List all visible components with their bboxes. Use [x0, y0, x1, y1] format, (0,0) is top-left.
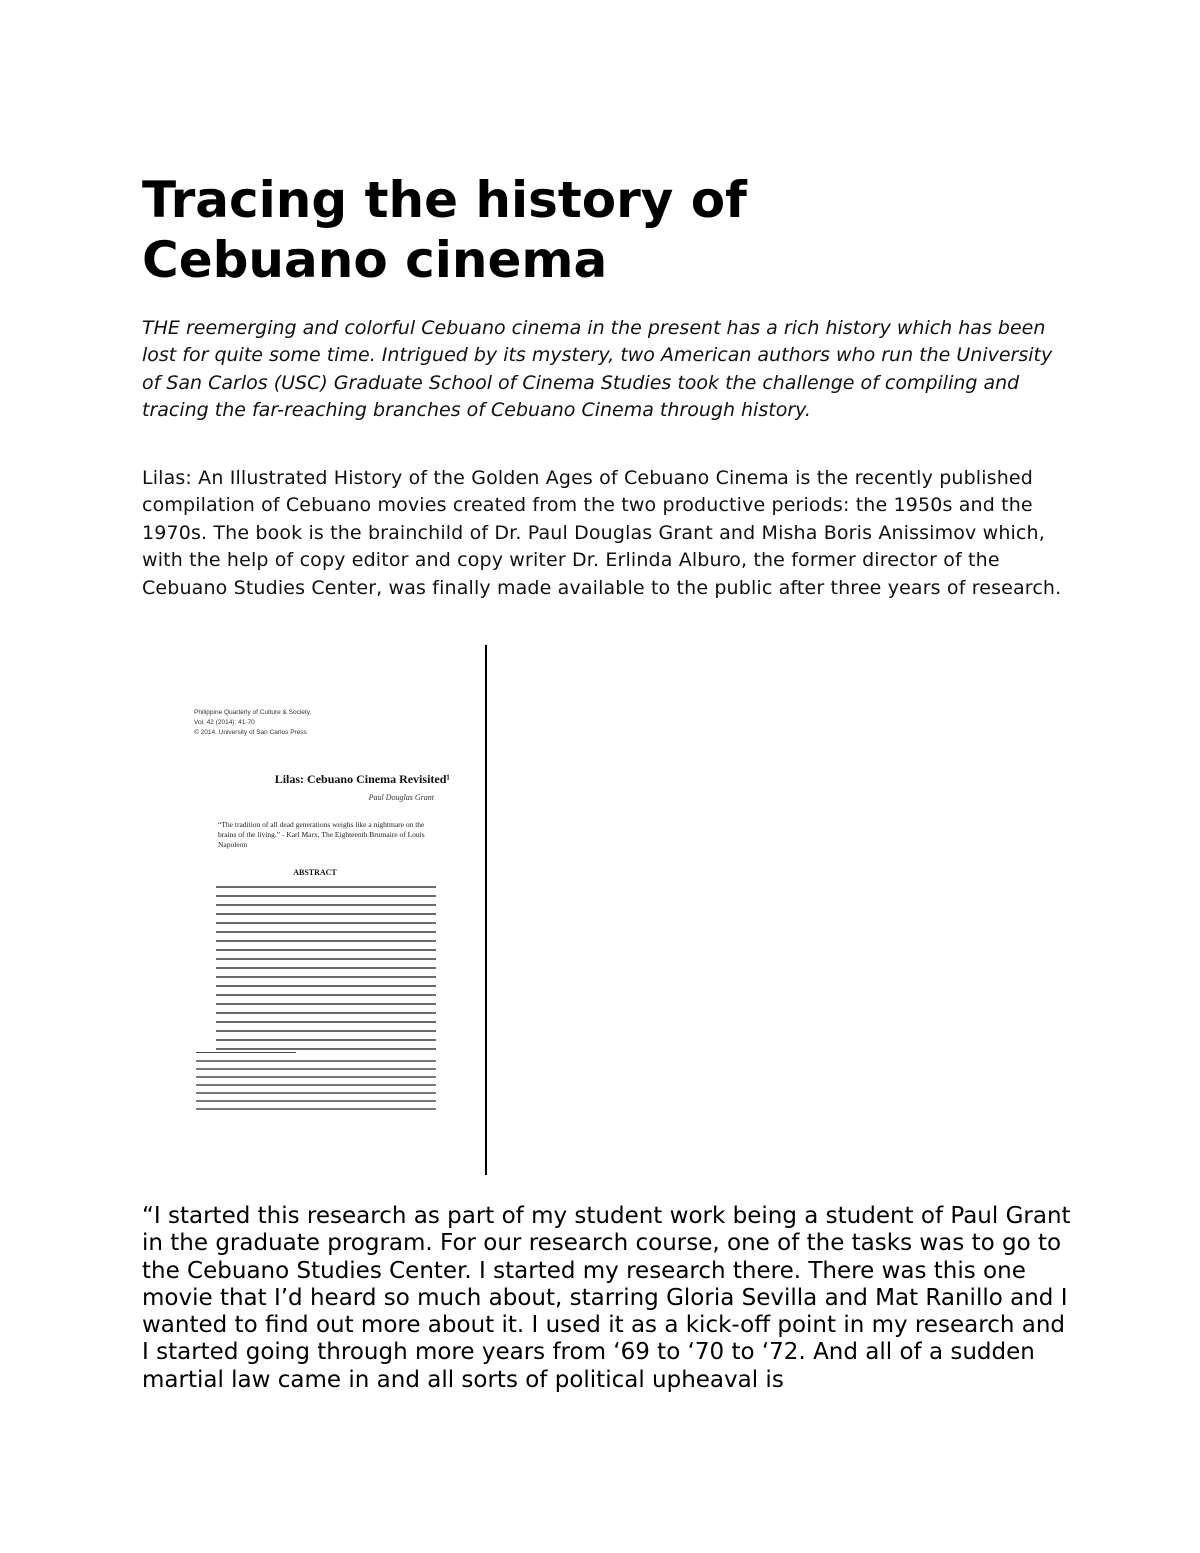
journal-article-title: Lilas: Cebuano Cinema Revisited¹	[274, 772, 450, 786]
lead-paragraph: THE reemerging and colorful Cebuano cinema in the present has a rich history which has been lost for quite some time. Intrigued by its mystery, two American authors who run the University of San Carlos (USC) Graduate School of Cinema Studies took the challenge of compiling and tracing the far-reaching branches of Cebuano Cinema through history.	[142, 317, 1053, 422]
journal-footnote-rule	[196, 1052, 296, 1053]
vertical-divider	[485, 645, 487, 1175]
journal-epigraph: “The tradition of all dead generations weighs like a nightmare on the brains of the living.” - Karl Marx, The Eighteenth Brumaire of Louis Napoleon	[218, 820, 425, 849]
quote-paragraph: “I started this research as part of my student work being a student of Paul Grant in the graduate program. For our research course, one of the tasks was to go to the Cebuano Studies Center. I started my research there. There was this one movie that I’d heard so much about, starring Gloria Sevilla and Mat Ranillo and I wanted to find out more about it. I used it as a kick-off point in my research and I started going through more years from ‘69 to ‘70 to ‘72. And all of a sudden martial law came in and all sorts of political upheaval is	[142, 1203, 1071, 1393]
journal-meta-line: Philippine Quarterly of Culture & Society,	[194, 709, 312, 716]
article-title	[142, 170, 1102, 290]
journal-meta	[194, 708, 311, 738]
journal-page-image	[180, 690, 450, 1130]
body-paragraph: Lilas: An Illustrated History of the Golden Ages of Cebuano Cinema is the recently published compilation of Cebuano movies created from the two productive periods: the 1950s and the 1970s. The book is the brainchild of Dr. Paul Douglas Grant and Misha Boris Anissimov which, with the help of copy editor and copy writer Dr. Erlinda Alburo, the former director of the Cebuano Studies Center, was finally made available to the public after three years of research.	[142, 467, 1062, 599]
article-title-line-1: Tracing the history of	[142, 171, 747, 229]
journal-footnote-text	[196, 1060, 436, 1116]
journal-abstract-text	[216, 886, 436, 1057]
journal-meta-line: Vol. 42 (2014): 41-70	[194, 719, 255, 726]
journal-meta-line: © 2014. University of San Carlos Press	[194, 729, 307, 736]
article-title-line-2: Cebuano cinema	[142, 231, 608, 289]
journal-author: Paul Douglas Grant	[368, 793, 434, 802]
journal-abstract-heading: ABSTRACT	[293, 868, 337, 877]
